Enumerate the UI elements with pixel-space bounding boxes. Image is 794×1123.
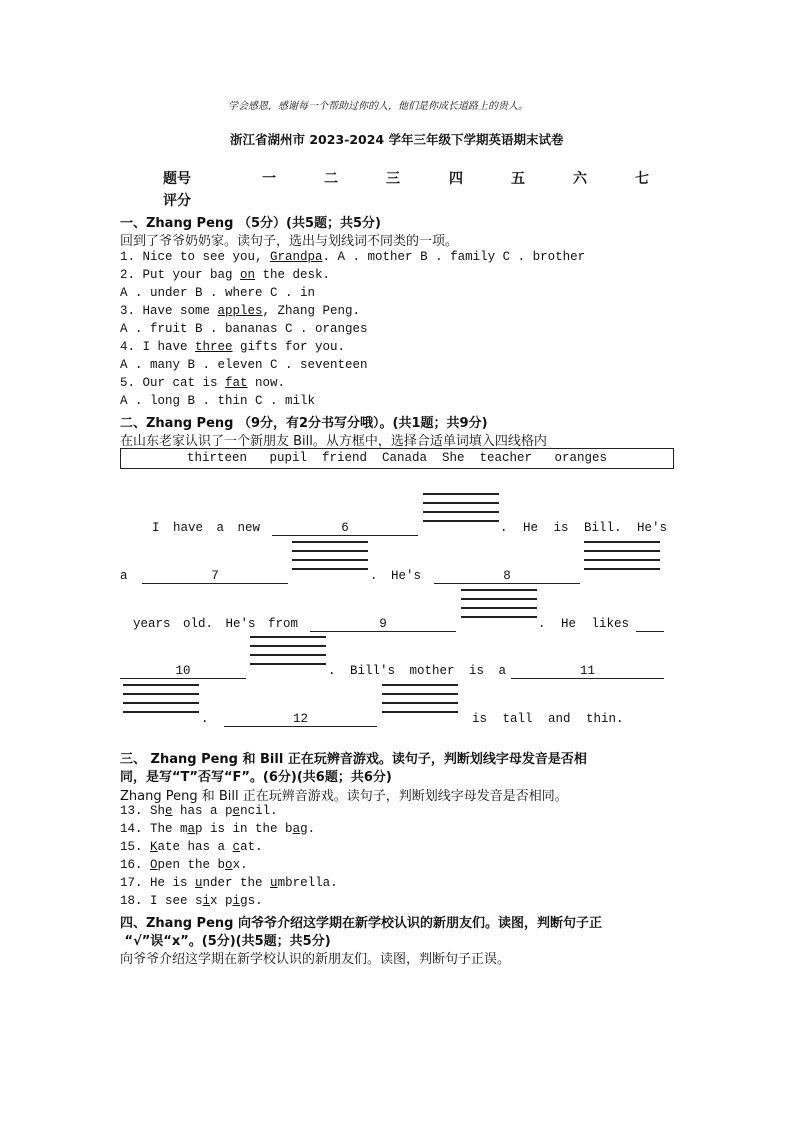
section1-intro: 回到了爷爷奶奶家。读句子，选出与划线词不同类的一项。 <box>120 234 459 249</box>
section3-intro: Zhang Peng 和 Bill 正在玩辨音游戏。读句子，判断划线字母发音是否相同。 <box>120 789 568 804</box>
question-2: 2. Put your bag on the desk. <box>120 268 331 282</box>
question-3: 3. Have some apples, Zhang Peng. <box>120 304 361 318</box>
blank-10-start[interactable] <box>636 617 664 632</box>
score-col-4: 四 <box>449 171 463 187</box>
blank-7[interactable]: 7 <box>142 569 288 584</box>
question-18: 18. I see six pigs. <box>120 894 263 908</box>
section3-header-line2: 同，是写“T”否写“F”。(6分)(共6题；共6分) <box>120 770 392 785</box>
section3-header-line1: 三、 Zhang Peng 和 Bill 正在玩辨音游戏。读句子，判断划线字母发音是否相 <box>120 752 587 767</box>
question-2-options: A . under B . where C . in <box>120 286 316 300</box>
cloze-line1-end: . He is Bill. He's <box>500 521 668 535</box>
question-14: 14. The map is in the bag. <box>120 822 316 836</box>
cloze-line2-mid: . He's <box>370 569 422 583</box>
section1-header: 一、Zhang Peng （5分）(共5题；共5分) <box>120 216 381 231</box>
question-17: 17. He is under the umbrella. <box>120 876 338 890</box>
motto: 学会感恩，感谢每一个帮助过你的人，他们是你成长道路上的贵人。 <box>228 101 528 112</box>
cloze-line1-text: I have a new <box>152 521 261 535</box>
question-5: 5. Our cat is fat now. <box>120 376 286 390</box>
question-4: 4. I have three gifts for you. <box>120 340 346 354</box>
four-line-grid <box>292 541 368 571</box>
question-3-options: A . fruit B . bananas C . oranges <box>120 322 368 336</box>
four-line-grid <box>461 589 537 619</box>
section4-intro: 向爷爷介绍这学期在新学校认识的新朋友们。读图，判断句子正误。 <box>120 952 511 967</box>
cloze-line3-text: years old. He's from <box>133 617 299 631</box>
question-15: 15. Kate has a cat. <box>120 840 263 854</box>
four-line-grid <box>250 636 326 666</box>
cloze-line5-dot: . <box>201 712 209 726</box>
section2-intro: 在山东老家认识了一个新朋友 Bill。从方框中，选择合适单词填入四线格内 <box>120 434 547 449</box>
section4-header-line1: 四、Zhang Peng 向爷爷介绍这学期在新学校认识的新朋友们。读图，判断句子正 <box>120 916 602 931</box>
blank-10[interactable]: 10 <box>120 664 246 679</box>
score-table-row1-label: 题号 <box>163 171 191 187</box>
score-col-3: 三 <box>386 171 400 187</box>
question-5-options: A . long B . thin C . milk <box>120 394 316 408</box>
question-4-options: A . many B . eleven C . seventeen <box>120 358 368 372</box>
score-col-1: 一 <box>262 171 276 187</box>
exam-title: 浙江省湖州市 2023-2024 学年三年级下学期英语期末试卷 <box>230 132 564 147</box>
cloze-line3-end: . He likes <box>538 617 630 631</box>
score-col-6: 六 <box>573 171 587 187</box>
score-col-2: 二 <box>324 171 338 187</box>
score-table-row2-label: 评分 <box>163 193 191 209</box>
score-col-7: 七 <box>635 171 649 187</box>
section2-header: 二、Zhang Peng （9分，有2分书写分哦）。(共1题；共9分) <box>120 416 488 431</box>
blank-8[interactable]: 8 <box>434 569 580 584</box>
question-1: 1. Nice to see you, Grandpa. A . mother B . family C . brother <box>120 250 586 264</box>
question-13: 13. She has a pencil. <box>120 804 278 818</box>
blank-12[interactable]: 12 <box>224 712 377 727</box>
cloze-line4-text: . Bill's mother is a <box>328 664 507 678</box>
four-line-grid <box>123 684 199 714</box>
cloze-line2-text: a <box>120 569 128 583</box>
cloze-line5-end: is tall and thin. <box>472 712 624 726</box>
section4-header-line2: “√”误“x”。(5分)(共5题；共5分) <box>120 934 331 949</box>
blank-9[interactable]: 9 <box>310 617 456 632</box>
score-col-5: 五 <box>511 171 525 187</box>
four-line-grid <box>382 684 458 714</box>
word-box: thirteen pupil friend Canada She teacher oranges <box>120 448 674 469</box>
four-line-grid <box>423 493 499 523</box>
blank-6[interactable]: 6 <box>272 521 418 536</box>
blank-11[interactable]: 11 <box>511 664 664 679</box>
four-line-grid <box>584 541 660 571</box>
question-16: 16. Open the box. <box>120 858 248 872</box>
